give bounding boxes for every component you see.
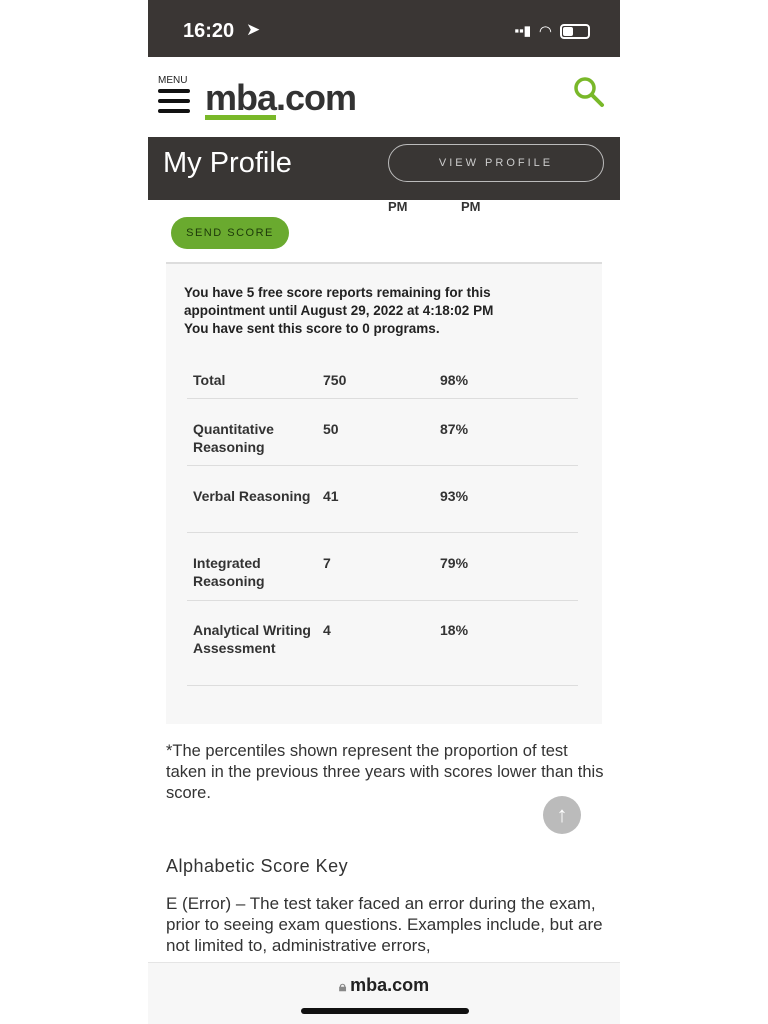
section-name: Quantitative Reasoning — [193, 421, 274, 455]
score: 50 — [323, 421, 339, 437]
lock-icon: 🔒︎ — [338, 978, 351, 994]
view-profile-button[interactable]: VIEW PROFILE — [388, 144, 604, 182]
page-title: My Profile — [163, 147, 292, 179]
clock: 16:20 — [183, 20, 235, 42]
score: 41 — [323, 488, 339, 504]
score: 750 — [323, 372, 347, 388]
error-definition: E (Error) – The test taker faced an error during the exam, prior to seeing exam questions. Examples include, but are not limited to, administrative errors, — [166, 894, 603, 955]
table-row — [187, 621, 578, 686]
profile-bar — [148, 137, 620, 200]
url-text: mba.com — [350, 975, 430, 995]
phone-screen — [148, 0, 620, 1024]
percentile: 18% — [440, 622, 469, 638]
arrow-up-icon: ↑ — [556, 802, 568, 827]
table-row — [187, 420, 578, 466]
section-name: Verbal Reasoning — [193, 488, 311, 504]
info-line: appointment until August 29, 2022 at 4:18:02 PM — [184, 303, 494, 318]
score-card — [166, 262, 602, 724]
send-score-button[interactable]: SEND SCORE — [171, 217, 289, 249]
search-icon[interactable] — [572, 75, 606, 109]
section-name: Analytical Writing Assessment — [193, 622, 311, 656]
score: 7 — [323, 555, 331, 571]
section-name: Integrated Reasoning — [193, 555, 265, 589]
logo-mba: mba — [205, 77, 277, 118]
percentile: 98% — [440, 372, 469, 388]
section-name: Total — [193, 372, 226, 388]
site-header — [148, 57, 620, 137]
url-field[interactable] — [148, 975, 620, 996]
location-arrow-icon: ➤ — [246, 20, 261, 39]
mba-logo[interactable] — [205, 77, 356, 120]
battery-icon — [560, 24, 590, 39]
score: 4 — [323, 622, 331, 638]
table-row — [187, 554, 578, 601]
percentile: 87% — [440, 421, 469, 437]
percentile: 93% — [440, 488, 469, 504]
browser-bar — [148, 962, 620, 1024]
signal-icon: ▪▪▮ — [514, 23, 531, 38]
info-line: You have 5 free score reports remaining for this — [184, 285, 491, 300]
score-key-heading: Alphabetic Score Key — [166, 856, 349, 876]
time-suffix: PM — [461, 199, 481, 214]
menu-label: MENU — [158, 75, 188, 86]
status-bar — [148, 0, 620, 57]
score-report-info — [184, 284, 493, 338]
percentile: 79% — [440, 555, 469, 571]
logo-suffix: .com — [276, 77, 357, 118]
info-line: You have sent this score to 0 programs. — [184, 321, 440, 336]
time-suffix: PM — [388, 199, 408, 214]
table-row — [187, 487, 578, 533]
home-indicator[interactable] — [301, 1008, 469, 1014]
table-row — [187, 371, 578, 399]
wifi-icon: ◠ — [538, 23, 552, 40]
scroll-to-top-button[interactable] — [543, 796, 581, 834]
percentile-footnote: *The percentiles shown represent the proportion of test taken in the previous three years with scores lower than this score. — [166, 742, 604, 802]
hamburger-menu-icon[interactable] — [158, 89, 190, 119]
